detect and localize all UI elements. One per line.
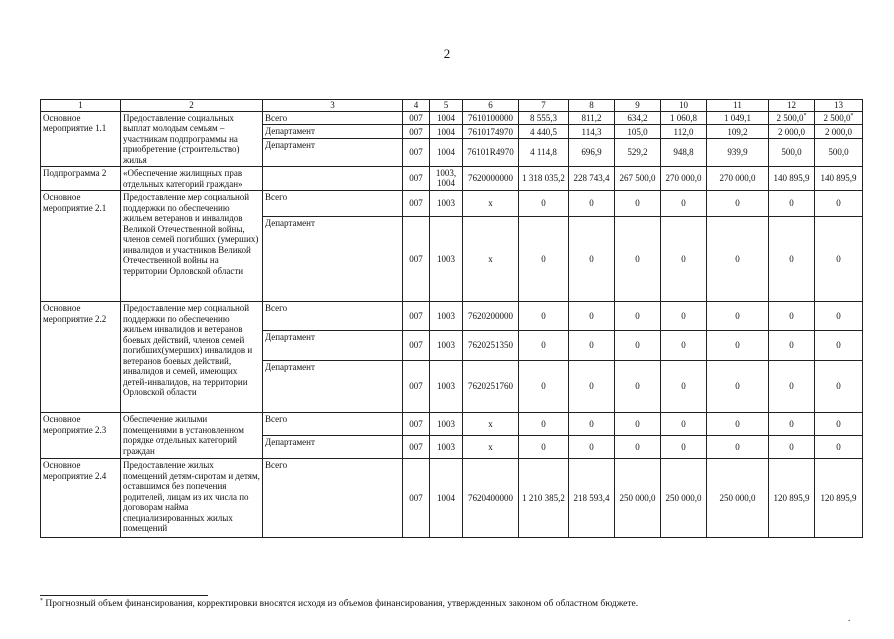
table-cell: 0: [569, 436, 615, 459]
table-cell: 1004: [430, 111, 463, 125]
table-cell: 7620200000: [463, 302, 519, 331]
table-cell: 0: [661, 191, 707, 217]
executor-cell: Департамент: [263, 125, 403, 139]
table-cell: 4 114,8: [519, 139, 569, 167]
column-header: 2: [121, 100, 263, 112]
table-cell: 112,0: [661, 125, 707, 139]
table-cell: 0: [569, 413, 615, 436]
footnote-marker: *: [803, 112, 807, 119]
table-cell: 500,0: [769, 139, 815, 167]
corner-mark: .: [848, 613, 851, 623]
table-cell: 007: [403, 436, 430, 459]
column-header: 5: [430, 100, 463, 112]
table-cell: 0: [519, 217, 569, 302]
measure-description: «Обеспечение жилищных прав отдельных категорий граждан»: [121, 167, 263, 191]
column-header: 6: [463, 100, 519, 112]
table-cell: 0: [615, 302, 661, 331]
table-cell: 2 000,0: [815, 125, 863, 139]
table-cell: 0: [569, 361, 615, 413]
table-cell: 007: [403, 361, 430, 413]
table-cell: 7620251350: [463, 331, 519, 361]
table-cell: 007: [403, 413, 430, 436]
table-row: [41, 413, 863, 436]
table-cell: 1 318 035,2: [519, 167, 569, 191]
table-header-row: [41, 100, 863, 112]
table-cell: 0: [615, 361, 661, 413]
table-cell: 250 000,0: [615, 459, 661, 538]
measure-description: Обеспечение жилыми помещениями в установленном порядке отдельных категорий граждан: [121, 413, 263, 459]
table-cell: 948,8: [661, 139, 707, 167]
column-header: 11: [707, 100, 769, 112]
table-cell: 250 000,0: [707, 459, 769, 538]
table-row: [41, 167, 863, 191]
financing-table: [40, 99, 863, 538]
table-cell: 270 000,0: [661, 167, 707, 191]
column-header: 10: [661, 100, 707, 112]
table-cell: 120 895,9: [769, 459, 815, 538]
table-cell: 0: [519, 302, 569, 331]
table-cell: 0: [661, 302, 707, 331]
table-cell: 007: [403, 191, 430, 217]
footnote-marker: *: [40, 597, 43, 604]
measure-code: Основное мероприятие 2.3: [41, 413, 121, 459]
table-cell: 0: [815, 331, 863, 361]
table-cell: 0: [815, 217, 863, 302]
table-cell: 007: [403, 111, 430, 125]
table-cell: 1003: [430, 331, 463, 361]
table-cell: 0: [769, 413, 815, 436]
column-header: 3: [263, 100, 403, 112]
table-cell: 109,2: [707, 125, 769, 139]
table-cell: 0: [519, 436, 569, 459]
table-cell: 529,2: [615, 139, 661, 167]
table-cell: 0: [661, 436, 707, 459]
executor-cell: Всего: [263, 413, 403, 436]
table-cell: 0: [707, 331, 769, 361]
table-cell: 1003: [430, 302, 463, 331]
executor-cell: Департамент: [263, 139, 403, 167]
table-cell: 76101R4970: [463, 139, 519, 167]
measure-description: Предоставление мер социальной поддержки по обеспечению жильем инвалидов и ветеранов боевых действий, членов семей погибших(умерших) инвалидов и ветеранов боевых действий, инвалидов и семей, имеющих детей-инвалидов, на территории Орловской области: [121, 302, 263, 413]
executor-cell: Департамент: [263, 436, 403, 459]
table-row: [41, 111, 863, 125]
table-cell: 0: [569, 191, 615, 217]
measure-description: Предоставление социальных выплат молодым семьям – участникам подпрограммы на приобретение (строительство) жилья: [121, 111, 263, 167]
table-row: [41, 302, 863, 331]
table-cell: 0: [815, 191, 863, 217]
column-header: 9: [615, 100, 661, 112]
footnote: [40, 599, 638, 609]
measure-code: Основное мероприятие 2.4: [41, 459, 121, 538]
table-cell: 1003: [430, 361, 463, 413]
table-cell: 270 000,0: [707, 167, 769, 191]
executor-cell: Департамент: [263, 361, 403, 413]
value-text: 2 500,0: [776, 112, 804, 123]
executor-cell: Всего: [263, 191, 403, 217]
executor-cell: Всего: [263, 459, 403, 538]
table-cell: 007: [403, 217, 430, 302]
measure-code: Основное мероприятие 2.2: [41, 302, 121, 413]
table-cell: 0: [661, 331, 707, 361]
table-cell: 0: [569, 302, 615, 331]
column-header: 4: [403, 100, 430, 112]
table-cell: х: [463, 413, 519, 436]
table-cell: 0: [661, 361, 707, 413]
table-cell: 0: [661, 413, 707, 436]
table-cell: 0: [707, 436, 769, 459]
table-cell: 7620251760: [463, 361, 519, 413]
table-cell: 1004: [430, 125, 463, 139]
table-cell: х: [463, 217, 519, 302]
executor-cell: Департамент: [263, 331, 403, 361]
table-cell: 0: [615, 191, 661, 217]
table-cell: 939,9: [707, 139, 769, 167]
executor-cell: [263, 167, 403, 191]
table-cell: 140 895,9: [769, 167, 815, 191]
table-cell: 267 500,0: [615, 167, 661, 191]
table-cell: 7620000000: [463, 167, 519, 191]
table-cell: 0: [769, 331, 815, 361]
table-cell: 0: [707, 361, 769, 413]
measure-code: Подпрограмма 2: [41, 167, 121, 191]
table-cell: 007: [403, 125, 430, 139]
table-cell: 7610174970: [463, 125, 519, 139]
column-header: 12: [769, 100, 815, 112]
table-cell: 0: [519, 331, 569, 361]
table-cell: 634,2: [615, 111, 661, 125]
table-cell: [769, 111, 815, 125]
table-cell: 0: [815, 302, 863, 331]
table-cell: 140 895,9: [815, 167, 863, 191]
column-header: 1: [41, 100, 121, 112]
value-text: 2 500,0: [823, 112, 851, 123]
table-cell: 8 555,3: [519, 111, 569, 125]
table-cell: 007: [403, 302, 430, 331]
table-cell: 7610100000: [463, 111, 519, 125]
table-cell: 007: [403, 167, 430, 191]
table-cell: 0: [519, 361, 569, 413]
table-cell: 1003, 1004: [430, 167, 463, 191]
table-row: [41, 459, 863, 538]
table-cell: х: [463, 436, 519, 459]
table-cell: 0: [615, 217, 661, 302]
measure-description: Предоставление мер социальной поддержки по обеспечению жильем ветеранов и инвалидов Великой Отечественной войны, членов семей погибших (умерших) инвалидов и участников Великой Отечественной войны на территории Орловской области: [121, 191, 263, 302]
table-cell: 0: [815, 413, 863, 436]
table-cell: 0: [707, 302, 769, 331]
page-number: 2: [443, 46, 451, 61]
footnote-marker: *: [850, 112, 854, 119]
table-cell: 0: [769, 436, 815, 459]
table-cell: х: [463, 191, 519, 217]
table-cell: 1003: [430, 436, 463, 459]
table-cell: 0: [769, 217, 815, 302]
executor-cell: Всего: [263, 111, 403, 125]
executor-cell: Всего: [263, 302, 403, 331]
table-cell: 1 210 385,2: [519, 459, 569, 538]
table-row: [41, 191, 863, 217]
measure-code: Основное мероприятие 1.1: [41, 111, 121, 167]
table-cell: 007: [403, 139, 430, 167]
table-cell: 0: [769, 302, 815, 331]
table-cell: 1 060,8: [661, 111, 707, 125]
table-cell: 1004: [430, 459, 463, 538]
footnote-divider: [40, 595, 208, 596]
table-cell: 2 000,0: [769, 125, 815, 139]
table-cell: 0: [769, 191, 815, 217]
column-header: 7: [519, 100, 569, 112]
table-cell: 500,0: [815, 139, 863, 167]
column-header: 8: [569, 100, 615, 112]
table-cell: 1 049,1: [707, 111, 769, 125]
table-cell: 0: [569, 331, 615, 361]
executor-cell: Департамент: [263, 217, 403, 302]
table-cell: 007: [403, 331, 430, 361]
table-cell: 1004: [430, 139, 463, 167]
table-cell: 0: [815, 436, 863, 459]
table-cell: 218 593,4: [569, 459, 615, 538]
column-header: 13: [815, 100, 863, 112]
table-cell: 0: [569, 217, 615, 302]
table-cell: 811,2: [569, 111, 615, 125]
table-cell: 0: [707, 413, 769, 436]
table-cell: 696,9: [569, 139, 615, 167]
table-cell: [815, 111, 863, 125]
table-cell: 0: [815, 361, 863, 413]
table-cell: 0: [615, 331, 661, 361]
table-cell: 0: [661, 217, 707, 302]
table-cell: 105,0: [615, 125, 661, 139]
table-cell: 1003: [430, 413, 463, 436]
table-cell: 0: [707, 191, 769, 217]
table-cell: 0: [769, 361, 815, 413]
footnote-text: Прогнозный объем финансирования, корректировки вносятся исходя из объемов финансирования, утвержденных законом об областном бюджете.: [45, 599, 639, 609]
table-cell: 1003: [430, 191, 463, 217]
table-cell: 4 440,5: [519, 125, 569, 139]
measure-description: Предоставление жилых помещений детям-сиротам и детям, оставшимся без попечения родителей, лицам из их числа по договорам найма специализированных жилых помещений: [121, 459, 263, 538]
measure-code: Основное мероприятие 2.1: [41, 191, 121, 302]
table-cell: 0: [707, 217, 769, 302]
table-cell: 0: [615, 436, 661, 459]
table-cell: 0: [615, 413, 661, 436]
table-cell: 228 743,4: [569, 167, 615, 191]
table-cell: 7620400000: [463, 459, 519, 538]
table-cell: 0: [519, 413, 569, 436]
table-cell: 250 000,0: [661, 459, 707, 538]
table-cell: 1003: [430, 217, 463, 302]
table-cell: 0: [519, 191, 569, 217]
table-cell: 114,3: [569, 125, 615, 139]
table-cell: 007: [403, 459, 430, 538]
table-cell: 120 895,9: [815, 459, 863, 538]
